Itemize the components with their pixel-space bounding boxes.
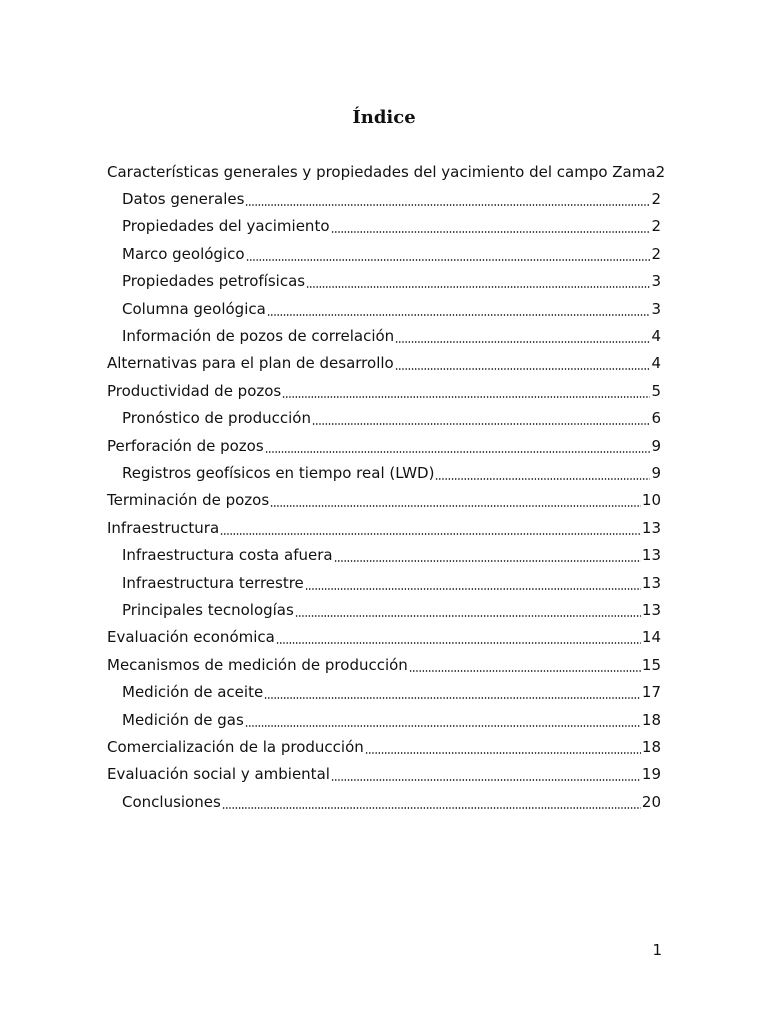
- toc-entry[interactable]: [107, 596, 661, 623]
- toc-entry-title: Infraestructura costa afuera: [122, 546, 333, 565]
- toc-entry-title: Registros geofísicos en tiempo real (LWD): [122, 463, 435, 482]
- toc-entry[interactable]: [107, 651, 661, 678]
- toc-page-number: 18: [641, 737, 661, 756]
- toc-dot-leader: [435, 463, 650, 483]
- toc-dot-leader: [222, 792, 641, 812]
- toc-entry-title: Productividad de pozos: [107, 381, 282, 400]
- toc-page-number: 5: [651, 381, 661, 400]
- toc-entry-title: Propiedades del yacimiento: [122, 217, 330, 236]
- toc-entry[interactable]: [107, 432, 661, 459]
- toc-entry[interactable]: [107, 459, 661, 486]
- toc-page-number: 2: [651, 217, 661, 236]
- toc-entry[interactable]: [107, 541, 661, 568]
- toc-entry-title: Columna geológica: [122, 299, 266, 318]
- toc-page-number: 4: [651, 354, 661, 373]
- toc-dot-leader: [276, 627, 641, 647]
- toc-entry[interactable]: [107, 350, 661, 377]
- toc-page-number: 15: [641, 655, 661, 674]
- toc-page-number: 2: [655, 162, 666, 181]
- toc-entry-title: Datos generales: [122, 190, 245, 209]
- toc-page-number: 10: [641, 491, 661, 510]
- toc-dot-leader: [305, 573, 641, 593]
- toc-page-number: 20: [641, 792, 661, 811]
- toc-dot-leader: [334, 545, 641, 565]
- toc-entry-title: Pronóstico de producción: [122, 409, 311, 428]
- toc-entry[interactable]: [107, 678, 661, 705]
- toc-dot-leader: [246, 244, 651, 264]
- toc-entry[interactable]: [107, 733, 661, 760]
- toc-entry[interactable]: [107, 185, 661, 212]
- toc-entry-title: Comercialización de la producción: [107, 737, 364, 756]
- toc-entry[interactable]: [107, 405, 661, 432]
- toc-page-number: 2: [651, 244, 661, 263]
- toc-entry-title: Propiedades petrofísicas: [122, 272, 306, 291]
- toc-entry-title: Mecanismos de medición de producción: [107, 655, 408, 674]
- toc-entry-title: Conclusiones: [122, 792, 221, 811]
- toc-entry[interactable]: [107, 377, 661, 404]
- toc-page-number: 9: [651, 463, 661, 482]
- toc-entry-title: Infraestructura: [107, 518, 220, 537]
- toc-page-number: 6: [651, 409, 661, 428]
- toc-entry[interactable]: [107, 706, 661, 733]
- toc-dot-leader: [395, 326, 650, 346]
- toc-page-number: 3: [651, 299, 661, 318]
- toc-entry-title: Alternativas para el plan de desarrollo: [107, 354, 394, 373]
- toc-entry[interactable]: [107, 624, 661, 651]
- toc-dot-leader: [365, 737, 641, 757]
- toc-dot-leader: [264, 682, 641, 702]
- toc-entry[interactable]: [107, 268, 661, 295]
- toc-entry-title: Información de pozos de correlación: [122, 327, 395, 346]
- toc-entry-title: Medición de aceite: [122, 683, 264, 702]
- toc-dot-leader: [312, 408, 650, 428]
- toc-entry[interactable]: [107, 322, 661, 349]
- toc-entry-title: Perforación de pozos: [107, 436, 264, 455]
- toc-dot-leader: [306, 271, 650, 291]
- toc-entry[interactable]: [107, 761, 661, 788]
- table-of-contents: [107, 158, 666, 815]
- toc-dot-leader: [245, 189, 650, 209]
- toc-entry-title: Infraestructura terrestre: [122, 573, 304, 592]
- toc-entry-title: Terminación de pozos: [107, 491, 270, 510]
- toc-page-number: 3: [651, 272, 661, 291]
- toc-entry[interactable]: [107, 487, 661, 514]
- toc-entry-title: Evaluación económica: [107, 628, 275, 647]
- toc-page-number: 13: [641, 518, 661, 537]
- toc-dot-leader: [267, 299, 651, 319]
- toc-dot-leader: [331, 764, 641, 784]
- toc-title: Índice: [352, 107, 416, 128]
- toc-entry[interactable]: [107, 788, 661, 815]
- toc-dot-leader: [270, 490, 641, 510]
- toc-entry[interactable]: [107, 514, 661, 541]
- toc-entry-title: Características generales y propiedades del yacimiento del campo Zama: [107, 162, 656, 181]
- toc-page-number: 13: [641, 546, 661, 565]
- toc-dot-leader: [220, 518, 641, 538]
- toc-page-number: 17: [641, 683, 661, 702]
- toc-entry[interactable]: [107, 295, 661, 322]
- toc-entry-title: Medición de gas: [122, 710, 244, 729]
- toc-page-number: 4: [651, 327, 661, 346]
- toc-entry-title: Principales tecnologías: [122, 600, 294, 619]
- toc-entry[interactable]: [107, 158, 666, 185]
- toc-page-number: 2: [651, 190, 661, 209]
- toc-page-number: 13: [641, 573, 661, 592]
- toc-page-number: 14: [641, 628, 661, 647]
- toc-entry-title: Marco geológico: [122, 244, 245, 263]
- toc-dot-leader: [331, 216, 651, 236]
- toc-entry[interactable]: [107, 213, 661, 240]
- page-number: 1: [652, 941, 662, 959]
- toc-page-number: 13: [641, 600, 661, 619]
- toc-page-number: 19: [641, 765, 661, 784]
- toc-dot-leader: [295, 600, 641, 620]
- toc-dot-leader: [245, 710, 641, 730]
- toc-dot-leader: [282, 381, 650, 401]
- toc-entry[interactable]: [107, 240, 661, 267]
- toc-entry-title: Evaluación social y ambiental: [107, 765, 330, 784]
- toc-entry[interactable]: [107, 569, 661, 596]
- toc-dot-leader: [265, 436, 651, 456]
- toc-dot-leader: [395, 353, 651, 373]
- toc-dot-leader: [409, 655, 641, 675]
- toc-page-number: 9: [651, 436, 661, 455]
- toc-page-number: 18: [641, 710, 661, 729]
